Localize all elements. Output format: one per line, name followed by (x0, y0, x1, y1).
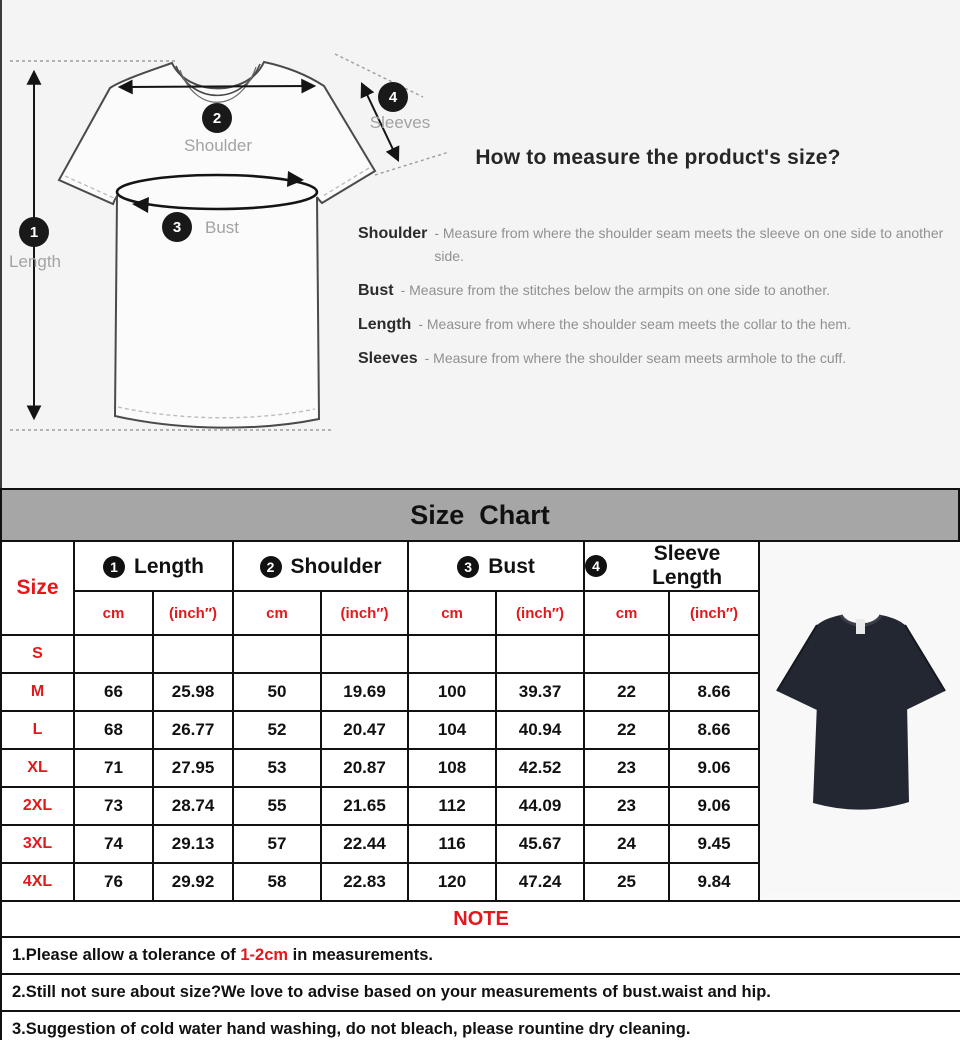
measure-item-bust (358, 279, 958, 302)
unit-cm: cm (233, 591, 321, 635)
size-label: XL (1, 749, 74, 787)
cell-value: 23 (584, 787, 669, 825)
note-highlight: 1-2cm (240, 946, 289, 964)
unit-inch: (inch″) (153, 591, 233, 635)
cell-value: 25.98 (153, 673, 233, 711)
cell-value: 21.65 (321, 787, 408, 825)
measure-term: Bust (358, 282, 394, 299)
cell-value: 108 (408, 749, 496, 787)
cell-value (584, 635, 669, 673)
size-label: M (1, 673, 74, 711)
cell-value: 73 (74, 787, 153, 825)
cell-value (153, 635, 233, 673)
sleeves-label: Sleeves (369, 113, 431, 132)
cell-value (669, 635, 759, 673)
cell-value: 25 (584, 863, 669, 901)
cell-value: 29.13 (153, 825, 233, 863)
circled-1-icon: 1 (103, 556, 125, 578)
group-label: Shoulder (290, 554, 382, 578)
note-text (1, 974, 960, 1011)
note-text (1, 937, 960, 974)
cell-value: 8.66 (669, 673, 759, 711)
col-header-sleeve-length (584, 541, 759, 591)
size-label: 3XL (1, 825, 74, 863)
note-row-1 (1, 937, 960, 974)
size-label: L (1, 711, 74, 749)
cell-value: 50 (233, 673, 321, 711)
cell-value: 24 (584, 825, 669, 863)
unit-cm: cm (584, 591, 669, 635)
cell-value: 76 (74, 863, 153, 901)
cell-value (321, 635, 408, 673)
badge-4: 4 (388, 89, 398, 106)
badge-3: 3 (172, 219, 182, 236)
note-prefix: 3.Suggestion of cold water hand washing, do not bleach, please rountine dry cleaning. (12, 1020, 691, 1038)
cell-value: 53 (233, 749, 321, 787)
note-prefix: 1.Please allow a tolerance of (12, 946, 241, 964)
length-arrow-icon (9, 72, 61, 418)
size-label: 4XL (1, 863, 74, 901)
measure-term: Sleeves (358, 350, 418, 367)
measure-desc: - Measure from where the shoulder seam meets armhole to the cuff. (424, 350, 847, 366)
cell-value: 52 (233, 711, 321, 749)
note-row-2 (1, 974, 960, 1011)
cell-value: 22.83 (321, 863, 408, 901)
unit-inch: (inch″) (496, 591, 584, 635)
unit-inch: (inch″) (669, 591, 759, 635)
cell-value: 22 (584, 711, 669, 749)
cell-value: 66 (74, 673, 153, 711)
group-label: Bust (488, 554, 535, 578)
cell-value: 55 (233, 787, 321, 825)
measure-term: Shoulder (358, 225, 428, 242)
cell-value: 44.09 (496, 787, 584, 825)
cell-value (233, 635, 321, 673)
cell-value: 45.67 (496, 825, 584, 863)
cell-value: 8.66 (669, 711, 759, 749)
cell-value: 22 (584, 673, 669, 711)
cell-value: 19.69 (321, 673, 408, 711)
how-to-measure-panel (358, 146, 958, 381)
cell-value: 28.74 (153, 787, 233, 825)
cell-value: 9.06 (669, 749, 759, 787)
size-table (0, 540, 960, 1040)
cell-value: 57 (233, 825, 321, 863)
cell-value: 116 (408, 825, 496, 863)
size-label: 2XL (1, 787, 74, 825)
cell-value: 29.92 (153, 863, 233, 901)
cell-value (74, 635, 153, 673)
cell-value: 20.47 (321, 711, 408, 749)
shoulder-label: Shoulder (183, 136, 253, 155)
col-header-size: Size (1, 541, 74, 635)
measurement-illustration-section (0, 0, 960, 488)
col-header-shoulder (233, 541, 408, 591)
size-label: S (1, 635, 74, 673)
note-text (1, 1011, 960, 1040)
unit-cm: cm (408, 591, 496, 635)
size-chart-title: Size Chart (0, 488, 960, 540)
cell-value: 20.87 (321, 749, 408, 787)
cell-value: 120 (408, 863, 496, 901)
black-tshirt-photo-icon (761, 545, 959, 893)
size-chart-section (0, 488, 960, 1040)
measure-desc: - Measure from the stitches below the armpits on one side to another. (400, 282, 831, 298)
note-title-row (1, 901, 960, 937)
cell-value: 9.45 (669, 825, 759, 863)
note-row-3 (1, 1011, 960, 1040)
cell-value: 112 (408, 787, 496, 825)
cell-value: 9.06 (669, 787, 759, 825)
cell-value: 23 (584, 749, 669, 787)
cell-value: 42.52 (496, 749, 584, 787)
badge-2: 2 (212, 110, 222, 127)
unit-cm: cm (74, 591, 153, 635)
measure-item-shoulder (358, 222, 958, 268)
col-header-length (74, 541, 233, 591)
circled-3-icon: 3 (457, 556, 479, 578)
cell-value: 68 (74, 711, 153, 749)
cell-value: 104 (408, 711, 496, 749)
measure-desc: - Measure from where the shoulder seam meets the sleeve on one side to another side. (434, 225, 944, 264)
note-title: NOTE (1, 901, 960, 937)
cell-value (496, 635, 584, 673)
measure-definitions (358, 222, 958, 370)
group-label: Sleeve Length (652, 542, 723, 589)
circled-4-icon: 4 (585, 555, 607, 577)
cell-value: 71 (74, 749, 153, 787)
how-to-measure-title: How to measure the product's size? (475, 146, 841, 169)
group-label: Length (134, 554, 204, 578)
measure-desc: - Measure from where the shoulder seam meets the collar to the hem. (418, 316, 851, 332)
cell-value: 100 (408, 673, 496, 711)
cell-value: 47.24 (496, 863, 584, 901)
cell-value: 9.84 (669, 863, 759, 901)
cell-value: 74 (74, 825, 153, 863)
bust-label: Bust (205, 218, 240, 237)
col-header-bust (408, 541, 584, 591)
circled-2-icon: 2 (260, 556, 282, 578)
cell-value: 40.94 (496, 711, 584, 749)
cell-value: 22.44 (321, 825, 408, 863)
measure-item-length (358, 313, 958, 336)
table-header-groups (1, 541, 960, 591)
length-label: Length (9, 252, 61, 271)
cell-value (408, 635, 496, 673)
product-photo-cell (759, 541, 960, 901)
badge-1: 1 (29, 224, 39, 241)
unit-inch: (inch″) (321, 591, 408, 635)
measure-item-sleeves (358, 347, 958, 370)
note-suffix: in measurements. (288, 946, 433, 964)
cell-value: 58 (233, 863, 321, 901)
measure-term: Length (358, 316, 412, 333)
cell-value: 26.77 (153, 711, 233, 749)
cell-value: 39.37 (496, 673, 584, 711)
cell-value: 27.95 (153, 749, 233, 787)
note-prefix: 2.Still not sure about size?We love to advise based on your measurements of bust.waist and hip. (12, 983, 771, 1001)
